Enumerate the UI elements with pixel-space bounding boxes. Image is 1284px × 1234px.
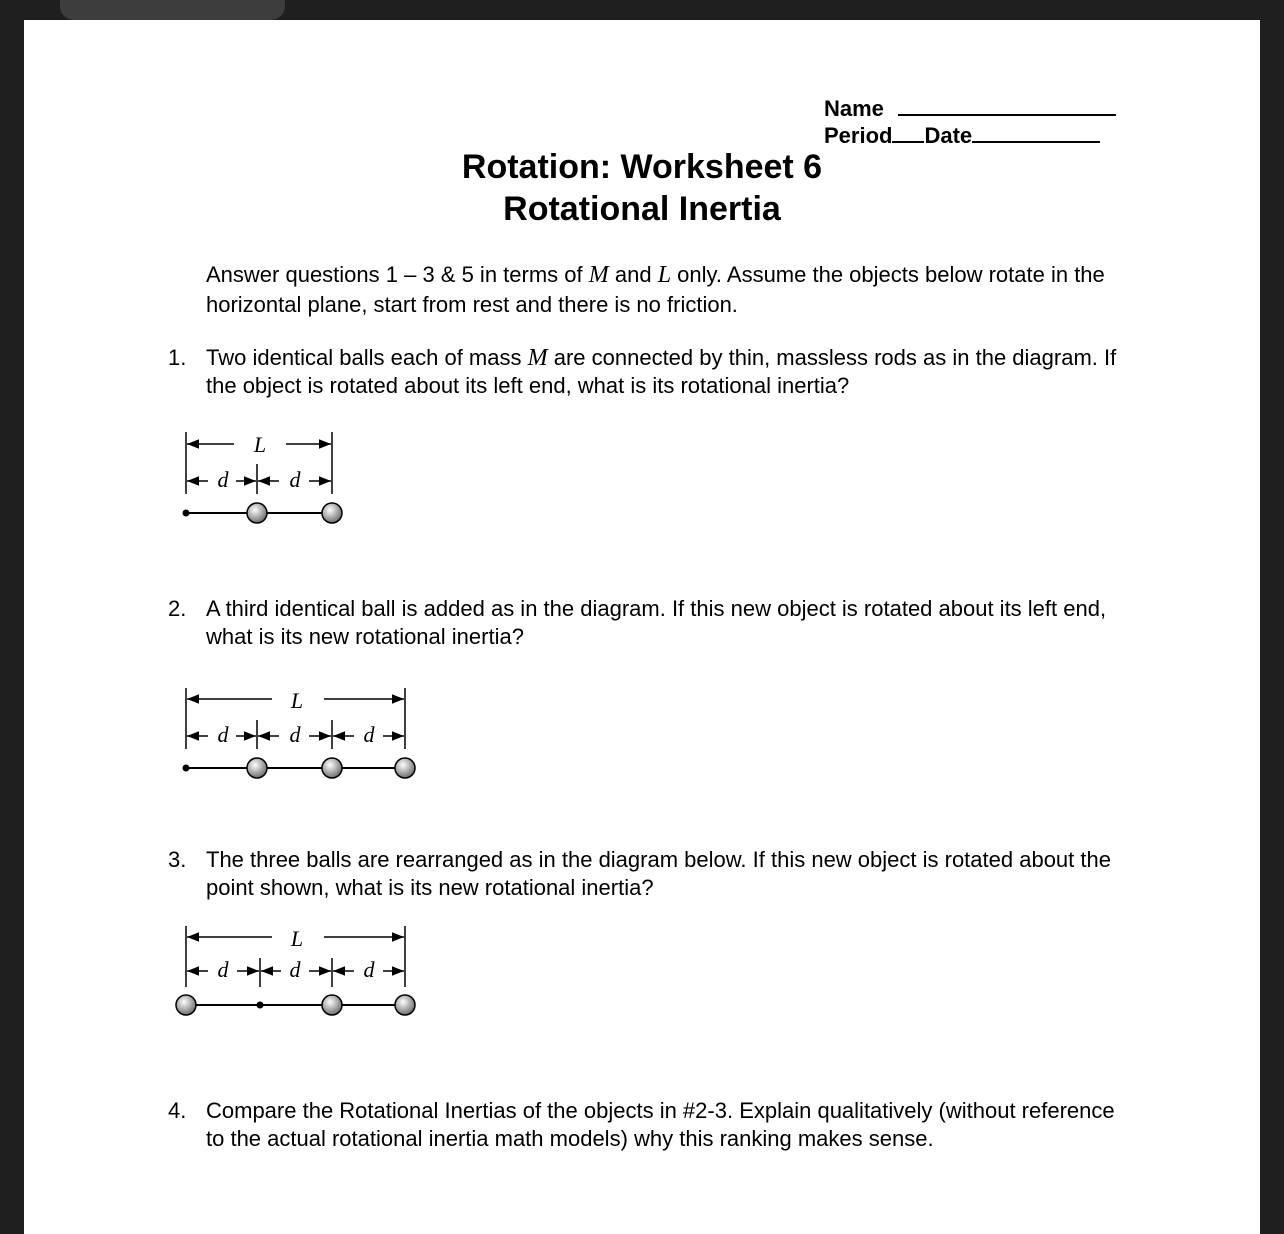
question-number: 2. bbox=[168, 596, 187, 621]
question-1-text-b: are connected by thin, massless rods as in the diagram. If the object is rotated about its left end, what is its rotational inertia? bbox=[206, 345, 1117, 398]
ball bbox=[395, 758, 415, 778]
intro-text-2: and bbox=[608, 262, 658, 287]
length-label: L bbox=[253, 432, 267, 457]
question-1-var-m: M bbox=[527, 345, 548, 371]
ball bbox=[322, 503, 342, 523]
date-label: Date bbox=[924, 123, 973, 148]
pivot-point bbox=[257, 1002, 264, 1009]
segment-label: d bbox=[217, 722, 229, 747]
pivot-point bbox=[183, 510, 190, 517]
ball bbox=[247, 503, 267, 523]
diagram-3 bbox=[176, 926, 415, 1015]
worksheet-page bbox=[24, 20, 1260, 1234]
intro-var-m: M bbox=[588, 262, 609, 288]
ball bbox=[322, 995, 342, 1015]
worksheet-subtitle: Rotational Inertia bbox=[503, 190, 781, 228]
length-label: L bbox=[290, 926, 304, 951]
ball bbox=[322, 758, 342, 778]
question-number: 1. bbox=[168, 345, 187, 370]
intro-var-l: L bbox=[657, 262, 672, 288]
diagram-2 bbox=[183, 688, 416, 778]
segment-label: d bbox=[289, 467, 301, 492]
worksheet-title: Rotation: Worksheet 6 bbox=[461, 148, 823, 186]
segment-label: d bbox=[289, 957, 301, 982]
ball bbox=[176, 995, 196, 1015]
question-text: Compare the Rotational Inertias of the objects in #2-3. Explain qualitatively (without reference to the actual rotational inertia math models) why this ranking makes sense. bbox=[206, 1098, 1115, 1151]
question-number: 3. bbox=[168, 847, 187, 872]
question-number: 4. bbox=[168, 1098, 187, 1123]
pivot-point bbox=[183, 765, 190, 772]
diagram-1 bbox=[183, 432, 343, 523]
diagrams-layer bbox=[24, 20, 1260, 1234]
segment-label: d bbox=[363, 957, 375, 982]
window-tab bbox=[60, 0, 285, 20]
question-1-text-a: Two identical balls each of mass bbox=[206, 345, 528, 370]
length-label: L bbox=[290, 688, 304, 713]
question-text: A third identical ball is added as in the diagram. If this new object is rotated about its left end, what is its new rotational inertia? bbox=[206, 596, 1107, 649]
ball bbox=[395, 995, 415, 1015]
segment-label: d bbox=[217, 467, 229, 492]
segment-label: d bbox=[217, 957, 229, 982]
intro-text-3: only. Assume the objects below rotate in the horizontal plane, start from rest and there is no friction. bbox=[206, 262, 1105, 317]
segment-label: d bbox=[363, 722, 375, 747]
segment-label: d bbox=[289, 722, 301, 747]
period-label: Period bbox=[824, 123, 893, 148]
intro-text-1: Answer questions 1 – 3 & 5 in terms of bbox=[206, 262, 589, 287]
ball bbox=[247, 758, 267, 778]
question-text: The three balls are rearranged as in the diagram below. If this new object is rotated about the point shown, what is its new rotational inertia? bbox=[206, 847, 1111, 900]
name-label: Name bbox=[824, 96, 884, 121]
